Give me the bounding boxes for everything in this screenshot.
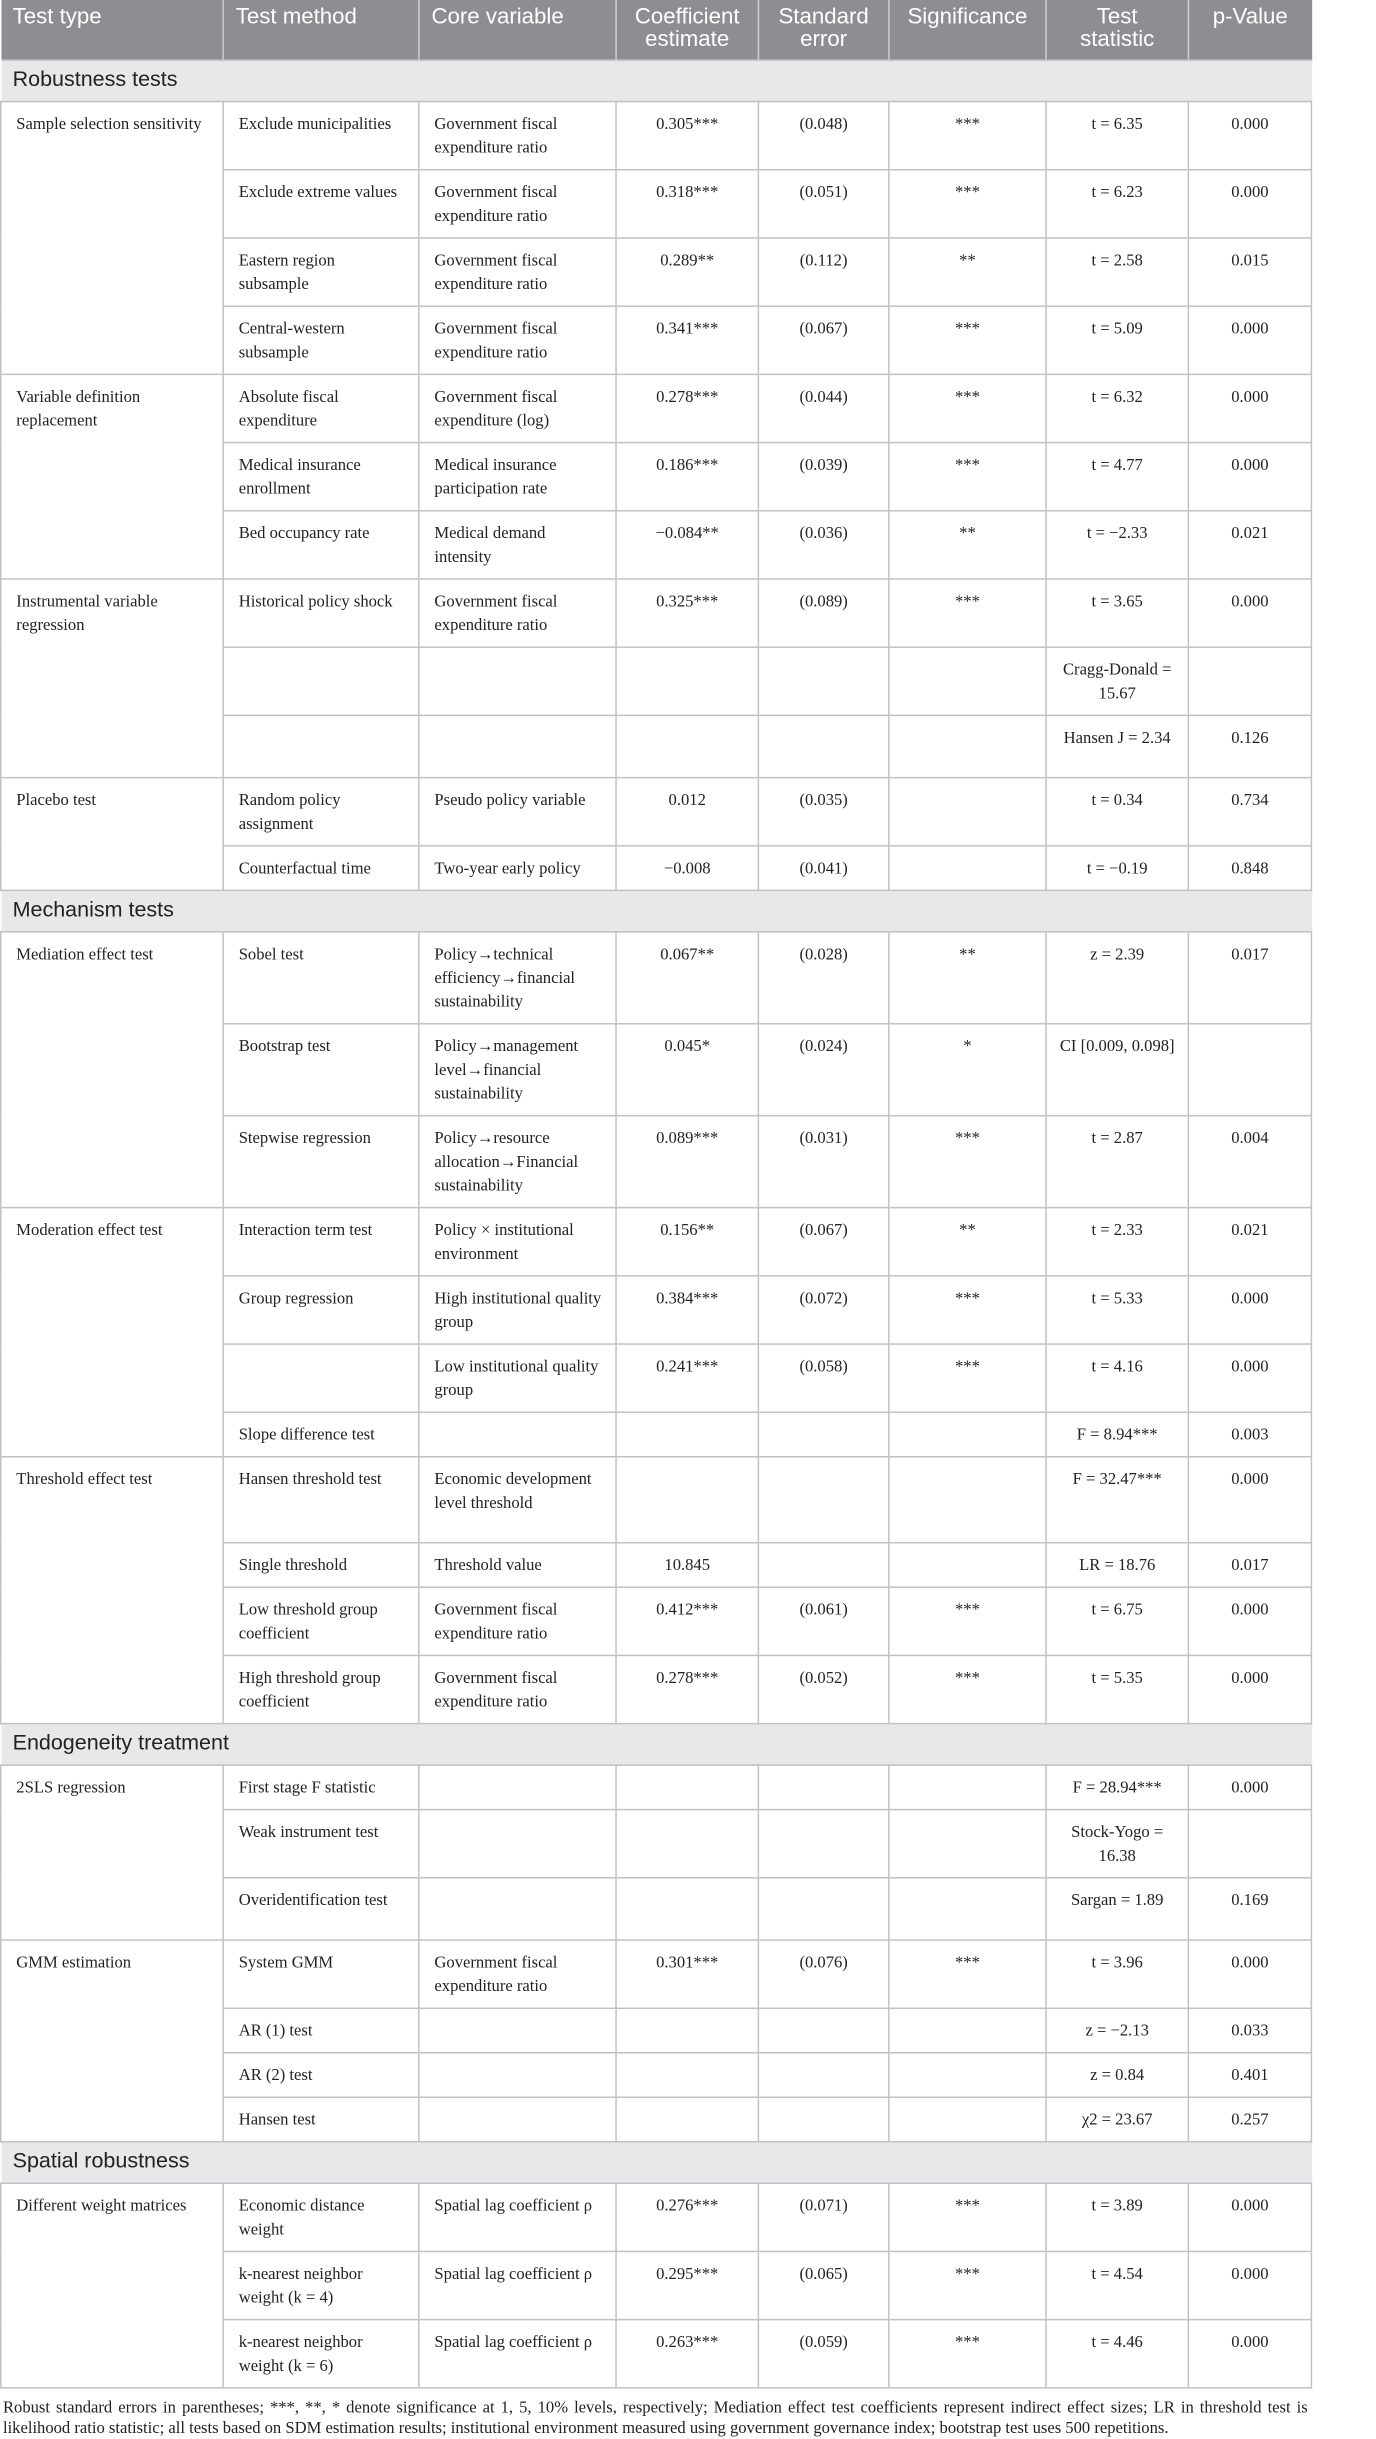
coefficient-cell: 0.301*** (616, 1940, 758, 2008)
core-variable-cell: Government fiscal expenditure ratio (419, 102, 616, 170)
significance-cell: *** (889, 2320, 1046, 2388)
coefficient-cell: 0.412*** (616, 1587, 758, 1655)
table-row (1, 1940, 1312, 2008)
test-type-cell: Mediation effect test (1, 932, 223, 1208)
test-statistic-cell: t = 2.87 (1046, 1116, 1188, 1208)
standard-error-cell: (0.061) (758, 1587, 888, 1655)
coefficient-cell: 0.289** (616, 238, 758, 306)
significance-cell: ** (889, 238, 1046, 306)
p-value-cell: 0.021 (1188, 511, 1311, 579)
p-value-cell: 0.257 (1188, 2097, 1311, 2141)
p-value-cell: 0.017 (1188, 932, 1311, 1024)
test-statistic-cell: t = 4.46 (1046, 2320, 1188, 2388)
test-statistic-cell: t = 5.09 (1046, 306, 1188, 374)
core-variable-cell: Medical demand intensity (419, 511, 616, 579)
p-value-cell: 0.004 (1188, 1116, 1311, 1208)
test-statistic-cell: t = 3.96 (1046, 1940, 1188, 2008)
section-title: Endogeneity treatment (1, 1724, 1312, 1766)
core-variable-cell: Policy→technical efficiency→financial sustainability (419, 932, 616, 1024)
test-statistic-cell: t = 6.75 (1046, 1587, 1188, 1655)
test-method-cell: Absolute fiscal expenditure (223, 374, 419, 442)
coefficient-cell: −0.084** (616, 511, 758, 579)
core-variable-cell: Low institutional quality group (419, 1344, 616, 1412)
standard-error-cell: (0.039) (758, 443, 888, 511)
significance-cell: *** (889, 1344, 1046, 1412)
coefficient-cell: 0.295*** (616, 2251, 758, 2319)
p-value-cell: 0.000 (1188, 1587, 1311, 1655)
section-title: Spatial robustness (1, 2142, 1312, 2184)
test-type-cell: Threshold effect test (1, 1457, 223, 1724)
section-title: Robustness tests (1, 60, 1312, 102)
test-method-cell: Slope difference test (223, 1412, 419, 1456)
coefficient-cell: 0.325*** (616, 579, 758, 647)
significance-cell: *** (889, 1940, 1046, 2008)
test-method-cell: High threshold group coefficient (223, 1655, 419, 1723)
table-row (1, 2183, 1312, 2251)
coefficient-cell: 0.278*** (616, 1655, 758, 1723)
core-variable-cell: Spatial lag coefficient ρ (419, 2251, 616, 2319)
header-test-method: Test method (223, 0, 419, 60)
p-value-cell: 0.015 (1188, 238, 1311, 306)
significance-cell: ** (889, 932, 1046, 1024)
coefficient-cell: 10.845 (616, 1543, 758, 1587)
standard-error-cell: (0.044) (758, 374, 888, 442)
core-variable-cell: Medical insurance participation rate (419, 443, 616, 511)
test-statistic-cell: Cragg-Donald = 15.67 (1046, 647, 1188, 715)
standard-error-cell: (0.058) (758, 1344, 888, 1412)
test-statistic-cell: Hansen J = 2.34 (1046, 715, 1188, 777)
standard-error-cell: (0.031) (758, 1116, 888, 1208)
core-variable-cell: Government fiscal expenditure ratio (419, 170, 616, 238)
core-variable-cell: High institutional quality group (419, 1276, 616, 1344)
test-method-cell: Exclude municipalities (223, 102, 419, 170)
p-value-cell: 0.003 (1188, 1412, 1311, 1456)
test-method-cell: Interaction term test (223, 1208, 419, 1276)
core-variable-cell: Threshold value (419, 1543, 616, 1587)
test-method-cell: Central-western subsample (223, 306, 419, 374)
header-test-type: Test type (1, 0, 223, 60)
p-value-cell (1188, 1024, 1311, 1116)
test-method-cell: Sobel test (223, 932, 419, 1024)
coefficient-cell: 0.318*** (616, 170, 758, 238)
test-type-cell: Sample selection sensitivity (1, 102, 223, 375)
test-method-cell: Single threshold (223, 1543, 419, 1587)
coefficient-cell: 0.186*** (616, 443, 758, 511)
table-row (1, 1208, 1312, 1276)
core-variable-cell: Government fiscal expenditure ratio (419, 306, 616, 374)
test-method-cell: Eastern region subsample (223, 238, 419, 306)
test-method-cell: Stepwise regression (223, 1116, 419, 1208)
core-variable-cell: Policy × institutional environment (419, 1208, 616, 1276)
core-variable-cell: Two-year early policy (419, 846, 616, 890)
test-statistic-cell: t = 3.65 (1046, 579, 1188, 647)
test-method-cell: AR (2) test (223, 2053, 419, 2097)
section-row (1, 1724, 1312, 1766)
p-value-cell: 0.848 (1188, 846, 1311, 890)
p-value-cell: 0.401 (1188, 2053, 1311, 2097)
test-statistic-cell: t = −2.33 (1046, 511, 1188, 579)
header-p-value: p-Value (1188, 0, 1311, 60)
section-row (1, 60, 1312, 102)
table-footnote: Robust standard errors in parentheses; ***, **, * denote significance at 1, 5, 10% levels, respectively; Mediation effect test coefficients represent indirect effect sizes; LR in threshold test is likelihood ratio statistic; all tests based on SDM estimation results; institutional environment measured using government governance index; bootstrap test uses 500 repetitions. (2, 2398, 1308, 2438)
p-value-cell: 0.000 (1188, 579, 1311, 647)
p-value-cell (1188, 647, 1311, 715)
test-method-cell: k-nearest neighbor weight (k = 6) (223, 2320, 419, 2388)
core-variable-cell: Government fiscal expenditure ratio (419, 1655, 616, 1723)
significance-cell: *** (889, 579, 1046, 647)
significance-cell: *** (889, 170, 1046, 238)
test-statistic-cell: z = −2.13 (1046, 2008, 1188, 2052)
p-value-cell: 0.000 (1188, 443, 1311, 511)
standard-error-cell: (0.052) (758, 1655, 888, 1723)
test-method-cell: Economic distance weight (223, 2183, 419, 2251)
test-type-cell: Moderation effect test (1, 1208, 223, 1457)
coefficient-cell: 0.384*** (616, 1276, 758, 1344)
p-value-cell: 0.000 (1188, 102, 1311, 170)
test-method-cell: Exclude extreme values (223, 170, 419, 238)
coefficient-cell: −0.008 (616, 846, 758, 890)
p-value-cell: 0.000 (1188, 1344, 1311, 1412)
test-method-cell: AR (1) test (223, 2008, 419, 2052)
standard-error-cell: (0.071) (758, 2183, 888, 2251)
p-value-cell: 0.169 (1188, 1878, 1311, 1940)
coefficient-cell: 0.156** (616, 1208, 758, 1276)
significance-cell: *** (889, 1655, 1046, 1723)
test-method-cell: Bed occupancy rate (223, 511, 419, 579)
test-method-cell: Medical insurance enrollment (223, 443, 419, 511)
test-type-cell: Variable definition replacement (1, 374, 223, 579)
test-statistic-cell: t = 3.89 (1046, 2183, 1188, 2251)
test-statistic-cell: t = −0.19 (1046, 846, 1188, 890)
test-statistic-cell: CI [0.009, 0.098] (1046, 1024, 1188, 1116)
significance-cell: *** (889, 443, 1046, 511)
standard-error-cell: (0.035) (758, 778, 888, 846)
p-value-cell: 0.000 (1188, 1457, 1311, 1543)
test-method-cell: Weak instrument test (223, 1810, 419, 1878)
core-variable-cell: Spatial lag coefficient ρ (419, 2320, 616, 2388)
table-row (1, 932, 1312, 1024)
test-type-cell: Instrumental variable regression (1, 579, 223, 778)
standard-error-cell: (0.036) (758, 511, 888, 579)
table-row (1, 102, 1312, 170)
header-core-variable: Core variable (419, 0, 616, 60)
core-variable-cell: Government fiscal expenditure ratio (419, 1587, 616, 1655)
test-statistic-cell: t = 2.33 (1046, 1208, 1188, 1276)
core-variable-cell: Government fiscal expenditure ratio (419, 238, 616, 306)
standard-error-cell: (0.065) (758, 2251, 888, 2319)
section-title: Mechanism tests (1, 890, 1312, 932)
header-significance: Significance (889, 0, 1046, 60)
test-method-cell: Counterfactual time (223, 846, 419, 890)
test-statistic-cell: LR = 18.76 (1046, 1543, 1188, 1587)
table-row (1, 778, 1312, 846)
standard-error-cell: (0.067) (758, 306, 888, 374)
standard-error-cell: (0.048) (758, 102, 888, 170)
significance-cell (889, 846, 1046, 890)
standard-error-cell: (0.089) (758, 579, 888, 647)
standard-error-cell: (0.028) (758, 932, 888, 1024)
core-variable-cell: Government fiscal expenditure ratio (419, 1940, 616, 2008)
test-statistic-cell: z = 2.39 (1046, 932, 1188, 1024)
test-statistic-cell: t = 0.34 (1046, 778, 1188, 846)
p-value-cell: 0.000 (1188, 2183, 1311, 2251)
standard-error-cell: (0.076) (758, 1940, 888, 2008)
test-statistic-cell: F = 32.47*** (1046, 1457, 1188, 1543)
test-method-cell: Hansen threshold test (223, 1457, 419, 1543)
test-statistic-cell: t = 6.35 (1046, 102, 1188, 170)
test-statistic-cell: t = 2.58 (1046, 238, 1188, 306)
core-variable-cell: Government fiscal expenditure (log) (419, 374, 616, 442)
test-statistic-cell: t = 5.33 (1046, 1276, 1188, 1344)
test-method-cell: Low threshold group coefficient (223, 1587, 419, 1655)
test-type-cell: Placebo test (1, 778, 223, 891)
significance-cell: ** (889, 511, 1046, 579)
standard-error-cell: (0.112) (758, 238, 888, 306)
significance-cell: *** (889, 306, 1046, 374)
header-standard-error: Standard error (758, 0, 888, 60)
p-value-cell: 0.017 (1188, 1543, 1311, 1587)
coefficient-cell: 0.276*** (616, 2183, 758, 2251)
test-statistic-cell: F = 28.94*** (1046, 1765, 1188, 1809)
significance-cell (889, 778, 1046, 846)
core-variable-cell: Spatial lag coefficient ρ (419, 2183, 616, 2251)
p-value-cell: 0.000 (1188, 1765, 1311, 1809)
p-value-cell: 0.021 (1188, 1208, 1311, 1276)
test-method-cell: Historical policy shock (223, 579, 419, 647)
test-method-cell: First stage F statistic (223, 1765, 419, 1809)
standard-error-cell: (0.051) (758, 170, 888, 238)
section-row (1, 890, 1312, 932)
test-statistic-cell: Sargan = 1.89 (1046, 1878, 1188, 1940)
standard-error-cell: (0.041) (758, 846, 888, 890)
test-statistic-cell: t = 4.77 (1046, 443, 1188, 511)
test-statistic-cell: t = 4.54 (1046, 2251, 1188, 2319)
significance-cell: *** (889, 2183, 1046, 2251)
test-method-cell: Overidentification test (223, 1878, 419, 1940)
p-value-cell: 0.000 (1188, 1276, 1311, 1344)
test-type-cell: Different weight matrices (1, 2183, 223, 2388)
test-statistic-cell: z = 0.84 (1046, 2053, 1188, 2097)
p-value-cell: 0.126 (1188, 715, 1311, 777)
test-method-cell: Hansen test (223, 2097, 419, 2141)
header-coefficient: Coefficient estimate (616, 0, 758, 60)
coefficient-cell: 0.278*** (616, 374, 758, 442)
coefficient-cell: 0.241*** (616, 1344, 758, 1412)
p-value-cell: 0.033 (1188, 2008, 1311, 2052)
table-row (1, 1765, 1312, 1809)
test-method-cell: System GMM (223, 1940, 419, 2008)
coefficient-cell: 0.263*** (616, 2320, 758, 2388)
core-variable-cell: Economic development level threshold (419, 1457, 616, 1543)
significance-cell: *** (889, 2251, 1046, 2319)
p-value-cell: 0.734 (1188, 778, 1311, 846)
table-row (1, 1457, 1312, 1543)
coefficient-cell: 0.305*** (616, 102, 758, 170)
p-value-cell: 0.000 (1188, 2251, 1311, 2319)
coefficient-cell: 0.341*** (616, 306, 758, 374)
p-value-cell: 0.000 (1188, 306, 1311, 374)
table-header-row (1, 0, 1312, 60)
test-statistic-cell: F = 8.94*** (1046, 1412, 1188, 1456)
coefficient-cell: 0.045* (616, 1024, 758, 1116)
coefficient-cell: 0.089*** (616, 1116, 758, 1208)
test-method-cell: Group regression (223, 1276, 419, 1344)
test-statistic-cell: t = 6.32 (1046, 374, 1188, 442)
core-variable-cell: Pseudo policy variable (419, 778, 616, 846)
significance-cell: * (889, 1024, 1046, 1116)
standard-error-cell: (0.067) (758, 1208, 888, 1276)
header-test-statistic: Test statistic (1046, 0, 1188, 60)
test-type-cell: GMM estimation (1, 1940, 223, 2142)
standard-error-cell: (0.059) (758, 2320, 888, 2388)
core-variable-cell: Policy→management level→financial sustainability (419, 1024, 616, 1116)
table-row (1, 374, 1312, 442)
significance-cell: *** (889, 102, 1046, 170)
test-statistic-cell: t = 6.23 (1046, 170, 1188, 238)
significance-cell: *** (889, 1276, 1046, 1344)
test-method-cell: Random policy assignment (223, 778, 419, 846)
core-variable-cell: Government fiscal expenditure ratio (419, 579, 616, 647)
section-row (1, 2142, 1312, 2184)
test-type-cell: 2SLS regression (1, 1765, 223, 1940)
test-statistic-cell: Stock-Yogo = 16.38 (1046, 1810, 1188, 1878)
p-value-cell: 0.000 (1188, 170, 1311, 238)
standard-error-cell: (0.024) (758, 1024, 888, 1116)
coefficient-cell: 0.012 (616, 778, 758, 846)
p-value-cell: 0.000 (1188, 2320, 1311, 2388)
table-row (1, 579, 1312, 647)
significance-cell: *** (889, 1116, 1046, 1208)
significance-cell: *** (889, 374, 1046, 442)
test-statistic-cell: t = 4.16 (1046, 1344, 1188, 1412)
significance-cell: ** (889, 1208, 1046, 1276)
p-value-cell (1188, 1810, 1311, 1878)
core-variable-cell: Policy→resource allocation→Financial sustainability (419, 1116, 616, 1208)
test-method-cell: k-nearest neighbor weight (k = 4) (223, 2251, 419, 2319)
test-statistic-cell: t = 5.35 (1046, 1655, 1188, 1723)
significance-cell: *** (889, 1587, 1046, 1655)
p-value-cell: 0.000 (1188, 1940, 1311, 2008)
standard-error-cell: (0.072) (758, 1276, 888, 1344)
coefficient-cell: 0.067** (616, 932, 758, 1024)
test-method-cell: Bootstrap test (223, 1024, 419, 1116)
p-value-cell: 0.000 (1188, 374, 1311, 442)
test-statistic-cell: χ2 = 23.67 (1046, 2097, 1188, 2141)
p-value-cell: 0.000 (1188, 1655, 1311, 1723)
